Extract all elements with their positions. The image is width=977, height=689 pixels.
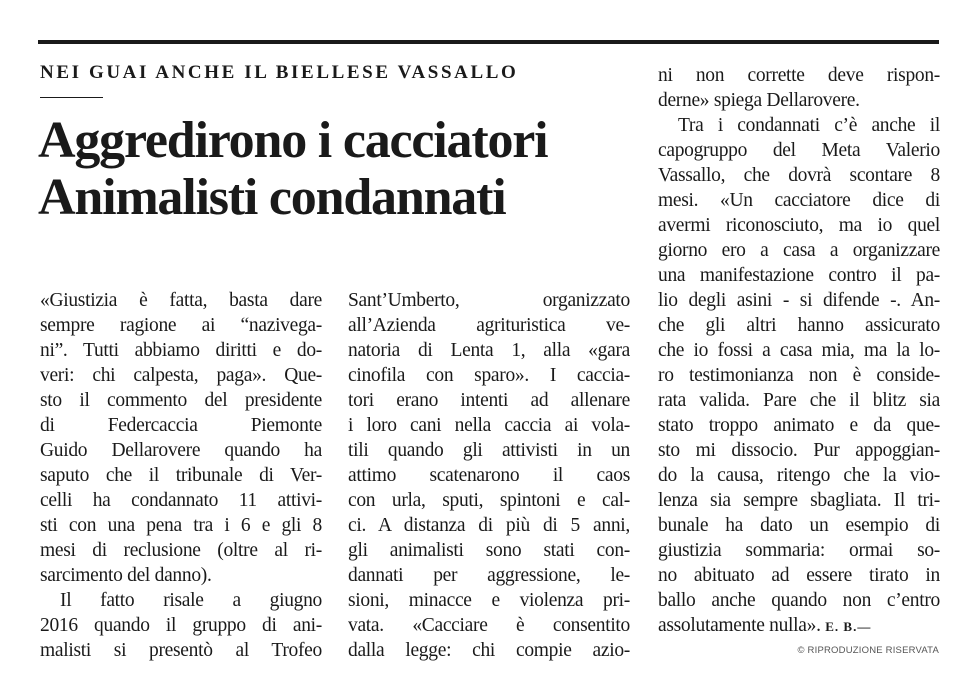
text-line: all’Azienda agrituristica ve- bbox=[348, 315, 630, 336]
text-line: sarcimento del danno). bbox=[40, 565, 212, 586]
text-line: dannati per aggressione, le- bbox=[348, 565, 630, 586]
text-line: una manifestazione contro il pa- bbox=[658, 265, 940, 286]
text-line: gli animalisti sono stati con- bbox=[348, 540, 630, 561]
text-line: «Giustizia è fatta, basta dare bbox=[40, 290, 322, 311]
text-line: mesi. «Un cacciatore dice di bbox=[658, 190, 940, 211]
text-line: ballo anche quando non c’entro bbox=[658, 590, 940, 611]
text-line: che gli altri hanno assicurato bbox=[658, 315, 940, 336]
text-line: no abituato ad essere tirato in bbox=[658, 565, 940, 586]
text-line: i loro cani nella caccia ai vola- bbox=[348, 415, 630, 436]
headline bbox=[38, 112, 638, 226]
text-line: capogruppo del Meta Valerio bbox=[658, 140, 940, 161]
text-line: derne» spiega Dellarovere. bbox=[658, 90, 860, 111]
text-line: Vassallo, che dovrà scontare 8 bbox=[658, 165, 940, 186]
kicker-rule bbox=[40, 97, 103, 98]
top-rule bbox=[38, 40, 939, 44]
headline-line-1: Aggredirono i cacciatori bbox=[38, 112, 548, 169]
text-line: bunale ha dato un esempio di bbox=[658, 515, 940, 536]
text-line: giorno ero a casa a organizzare bbox=[658, 240, 940, 261]
text-line: Il fatto risale a giugno bbox=[60, 590, 322, 611]
text-line: tori erano intenti ad allenare bbox=[348, 390, 630, 411]
text-line: ci. A distanza di più di 5 anni, bbox=[348, 515, 630, 536]
text-line: assolutamente nulla». bbox=[658, 615, 821, 636]
article-column-2 bbox=[348, 288, 630, 663]
last-line bbox=[658, 613, 940, 638]
text-line: stato troppo animato e da que- bbox=[658, 415, 940, 436]
text-line: sioni, minacce e violenza pri- bbox=[348, 590, 630, 611]
text-line: lenza sia sempre sbagliata. Il tri- bbox=[658, 490, 940, 511]
author-signature: E. B.— bbox=[825, 619, 872, 634]
text-line: tili quando gli attivisti in un bbox=[348, 440, 630, 461]
text-line: rata valida. Pare che il blitz sia bbox=[658, 390, 940, 411]
text-line: avermi riconosciuto, ma io quel bbox=[658, 215, 940, 236]
article-column-1 bbox=[40, 288, 322, 663]
text-line: saputo che il tribunale di Ver- bbox=[40, 465, 322, 486]
text-line: natoria di Lenta 1, alla «gara bbox=[348, 340, 630, 361]
text-line: con urla, sputi, spintoni e cal- bbox=[348, 490, 630, 511]
text-line: ni”. Tutti abbiamo diritti e do- bbox=[40, 340, 322, 361]
text-line: cinofila con sparo». I caccia- bbox=[348, 365, 630, 386]
article-column-3 bbox=[658, 63, 940, 638]
text-line: do la causa, ritengo che la vio- bbox=[658, 465, 940, 486]
text-line: sto il commento del presidente bbox=[40, 390, 322, 411]
text-line: vata. «Cacciare è consentito bbox=[348, 615, 630, 636]
text-line: Guido Dellarovere quando ha bbox=[40, 440, 322, 461]
text-line: di Federcaccia Piemonte bbox=[40, 415, 322, 436]
text-line: 2016 quando il gruppo di ani- bbox=[40, 615, 322, 636]
headline-line-2: Animalisti condannati bbox=[38, 169, 506, 226]
text-line: malisti si presentò al Trofeo bbox=[40, 640, 322, 661]
text-line: sempre ragione ai “nazivega- bbox=[40, 315, 322, 336]
text-line: mesi di reclusione (oltre al ri- bbox=[40, 540, 322, 561]
text-line: celli ha condannato 11 attivi- bbox=[40, 490, 322, 511]
text-line: dalla legge: chi compie azio- bbox=[348, 640, 630, 661]
text-line: sti con una pena tra i 6 e gli 8 bbox=[40, 515, 322, 536]
text-line: sto mi dissocio. Pur appoggian- bbox=[658, 440, 940, 461]
text-line: che io fossi a casa mia, ma la lo- bbox=[658, 340, 940, 361]
text-line: veri: chi calpesta, paga». Que- bbox=[40, 365, 322, 386]
text-line: giustizia sommaria: ormai so- bbox=[658, 540, 940, 561]
text-line: Sant’Umberto, organizzato bbox=[348, 290, 630, 311]
copyright-notice: © RIPRODUZIONE RISERVATA bbox=[797, 645, 939, 656]
text-line: ni non corrette deve rispon- bbox=[658, 65, 940, 86]
kicker: NEI GUAI ANCHE IL BIELLESE VASSALLO bbox=[40, 62, 519, 83]
text-line: attimo scatenarono il caos bbox=[348, 465, 630, 486]
text-line: lio degli asini - si difende -. An- bbox=[658, 290, 940, 311]
text-line: ro testimonianza non è conside- bbox=[658, 365, 940, 386]
text-line: Tra i condannati c’è anche il bbox=[678, 115, 940, 136]
